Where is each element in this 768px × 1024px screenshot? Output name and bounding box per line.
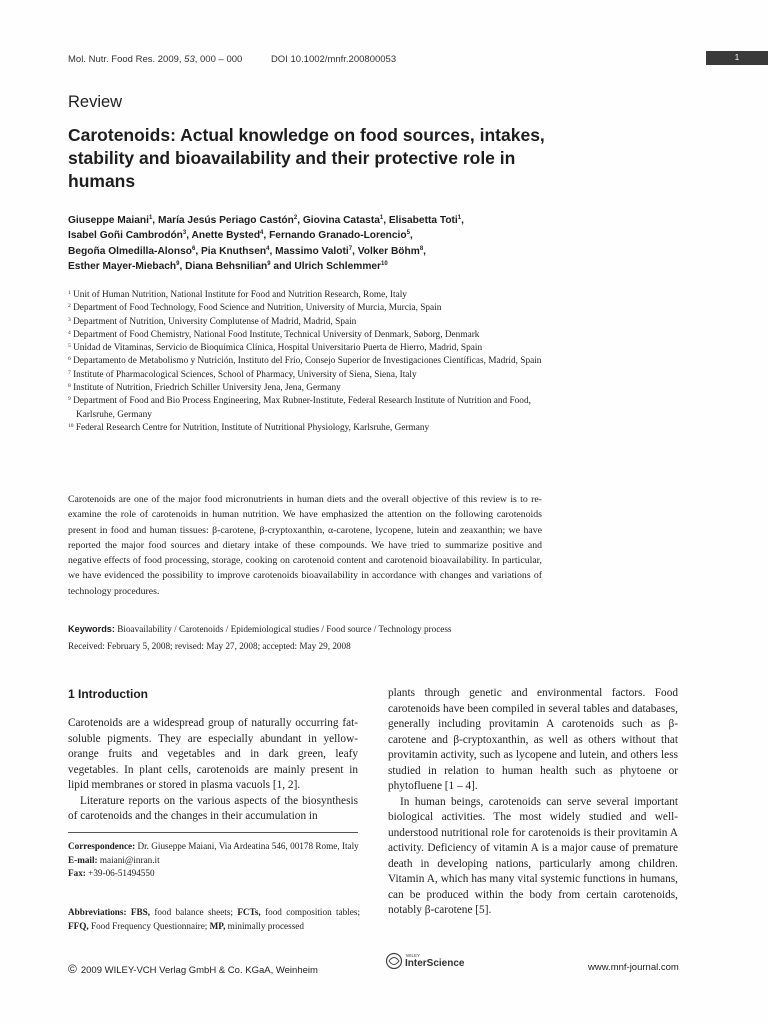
abbreviations-block: Abbreviations: FBS, food balance sheets; FCTs, food composition tables; FFQ, Food Frequency Questionnaire; MP, minimally processed (68, 907, 360, 931)
author: Pia Knuthsen (200, 245, 267, 257)
author-affiliation-mark: 1 (148, 215, 153, 221)
author: Massimo Valoti (275, 245, 349, 257)
paragraph: Literature reports on the various aspects of the biosynthesis of carotenoids and the changes in their accumulation in (68, 794, 358, 822)
body-column-right (388, 686, 678, 919)
journal-url[interactable]: www.mnf-journal.com (588, 962, 679, 973)
author: Volker Böhm (357, 245, 420, 257)
logo-main-text: InterScience (405, 958, 465, 969)
affiliation: $^6$ Departamento de Metabolismo y Nutrición, Instituto del Frío, Consejo Superior de Investigaciones Científicas, Madrid, Spain (68, 356, 542, 367)
affiliation: $^1$ Unit of Human Nutrition, National Institute for Food and Nutrition Research, Rome, Italy (68, 290, 407, 300)
author: Giovina Catasta (302, 215, 380, 226)
author-affiliation-mark: 3 (182, 230, 187, 237)
logo-top-text: WILEY (406, 953, 421, 958)
author-affiliation-mark: 4 (260, 230, 264, 237)
paragraph: Carotenoids are a widespread group of naturally occurring fat-soluble pigments. They are especially abundant in yellow-orange fruits and vegetables and in dark green, leafy vegetables. In plant cells, carotenoids are mainly present in lipid membranes or stored in plasma vacuols [1, 2]. (68, 717, 358, 791)
affiliation: $^8$ Institute of Nutrition, Friedrich Schiller University Jena, Jena, Germany (68, 383, 341, 394)
paragraph: plants through genetic and environmental factors. Food carotenoids have been compiled in several tables and databases, generally including provitamin A carotenoids such as β-carotene and β-cryptoxanthin, as well as others without that provitamin activity, such as lycopene and lutein, and others less studied in relation to human health such as phytoene or phytofluene [1 – 4]. (388, 687, 678, 792)
copyright-notice: © 2009 WILEY-VCH Verlag GmbH & Co. KGaA, Weinheim (68, 962, 318, 976)
author: Fernando Granado-Lorencio (269, 230, 407, 242)
abstract: Carotenoids are one of the major food micronutrients in human diets and the overall objective of this review is to re-examine the role of carotenoids in human nutrition. We have emphasized the attention on the following carotenoids present in food and human tissues: β-carotene, β-cryptoxanthin, α-carotene, lycopene, lutein and zeaxanthin; we have reported the major food sources and dietary intake of these compounds. We have tried to summarize positive and negative effects of food processing, storage, cooking on carotenoid content and carotenoid bioavailability. In particular, we have evidenced the possibility to improve carotenoids bioavailability in accordance with changes and variations of technology procedures. (68, 494, 542, 597)
section-label: Review (68, 93, 123, 111)
affiliation: $^7$ Institute of Pharmacological Sciences, School of Pharmacy, University of Siena, Siena, Italy (68, 369, 417, 380)
paragraph: In human beings, carotenoids can serve several important biological activities. The most widely studied and well-understood nutritional role for carotenoids is their provitamin A activity. Deficiency of vitamin A is a major cause of premature death in developing nations, particularly among children. Vitamin A, which has many vital systemic functions in humans, can be produced within the body from certain carotenoids, notably β-carotene [5]. (388, 795, 678, 916)
keywords-text: Bioavailability / Carotenoids / Epidemiological studies / Food source / Technology process (117, 624, 452, 634)
author-affiliation-mark: 10 (381, 260, 388, 267)
affiliation: $^4$ Department of Food Chemistry, National Food Institute, Technical University of Denmark, Søborg, Denmark (68, 329, 480, 340)
received-dates: Received: February 5, 2008; revised: May 27, 2008; accepted: May 29, 2008 (68, 641, 351, 651)
running-header (68, 54, 422, 65)
author: Ulrich Schlemmer (294, 260, 382, 272)
author: Begoña Olmedilla-Alonso (68, 245, 192, 257)
author-affiliation-mark: 8 (419, 245, 424, 252)
affiliation: $^{10}$ Federal Research Centre for Nutrition, Institute of Nutritional Physiology, Karlsruhe, Germany (68, 422, 430, 433)
affiliation: $^3$ Department of Nutrition, University Complutense of Madrid, Madrid, Spain (68, 316, 357, 327)
author: Giuseppe Maiani (68, 215, 149, 226)
affiliation-list (68, 289, 568, 435)
author: María Jesús Periago Castón (157, 215, 294, 226)
wiley-interscience-logo (385, 949, 475, 973)
author-affiliation-mark: 2 (293, 215, 298, 221)
author-affiliation-mark: 9 (176, 260, 180, 267)
email-link[interactable]: maiani@inran.it (99, 854, 160, 865)
affiliation: $^5$ Unidad de Vitaminas, Servicio de Bioquímica Clínica, Hospital Universitario Puerta de Hierro, Madrid, Spain (68, 343, 483, 354)
author-affiliation-mark: 4 (266, 245, 270, 252)
article-title: Carotenoids: Actual knowledge on food sources, intakes, stability and bioavailability and their protective role in humans (68, 125, 545, 191)
author: Anette Bysted (191, 230, 261, 242)
body-column-left (68, 716, 358, 825)
journal-citation: Mol. Nutr. Food Res. 2009, 53, 000 – 000 (68, 54, 243, 65)
author-affiliation-mark: 9 (267, 260, 271, 267)
footnote-divider (68, 832, 358, 833)
author: Isabel Goñi Cambrodón (68, 230, 183, 242)
author-affiliation-mark: 5 (406, 230, 410, 237)
author-affiliation-mark: 7 (348, 245, 353, 252)
correspondence-block: Correspondence: Dr. Giuseppe Maiani, Via Ardeatina 546, 00178 Rome, Italy E-mail: maiani@inran.it Fax: +39-06-51494550 (68, 841, 359, 878)
author: Elisabetta Toti (388, 215, 458, 226)
author-affiliation-mark: 1 (457, 215, 462, 221)
affiliation: $^2$ Department of Food Technology, Food Science and Nutrition, University of Murcia, Murcia, Spain (68, 303, 442, 314)
author: Diana Behsnilian (185, 260, 268, 272)
affiliation: $^9$ Department of Food and Bio Process Engineering, Max Rubner-Institute, Federal Research Institute of Nutrition and Food, Karlsruhe, Germany (68, 396, 531, 420)
copyright-icon: © (68, 962, 77, 976)
keywords-label: Keywords: (68, 624, 115, 634)
keywords (68, 624, 588, 634)
author-affiliation-mark: 1 (379, 215, 384, 221)
page-number: 1 (706, 51, 768, 65)
doi: DOI 10.1002/mnfr.200800053 (270, 54, 397, 65)
author: Esther Mayer-Miebach (68, 260, 177, 272)
author-list: Giuseppe Maiani$^1$, María Jesús Periago Castón$^2$, Giovina Catasta$^1$, Elisabetta Toti$^1$, Isabel Goñi Cambrodón$^3$, Anette Bysted$^4$, Fernando Granado-Lorencio$^5$, Begoña Olmedilla-Alonso$^6$, Pia Knuthsen$^4$, Massimo Valoti$^7$, Volker Böhm$^8$, Esther Mayer-Miebach$^9$, Diana Behsnilian$^9$ and Ulrich Schlemmer$^{10}$ (68, 215, 464, 272)
section-heading: 1 Introduction (68, 687, 148, 701)
author-affiliation-mark: 6 (191, 245, 196, 252)
